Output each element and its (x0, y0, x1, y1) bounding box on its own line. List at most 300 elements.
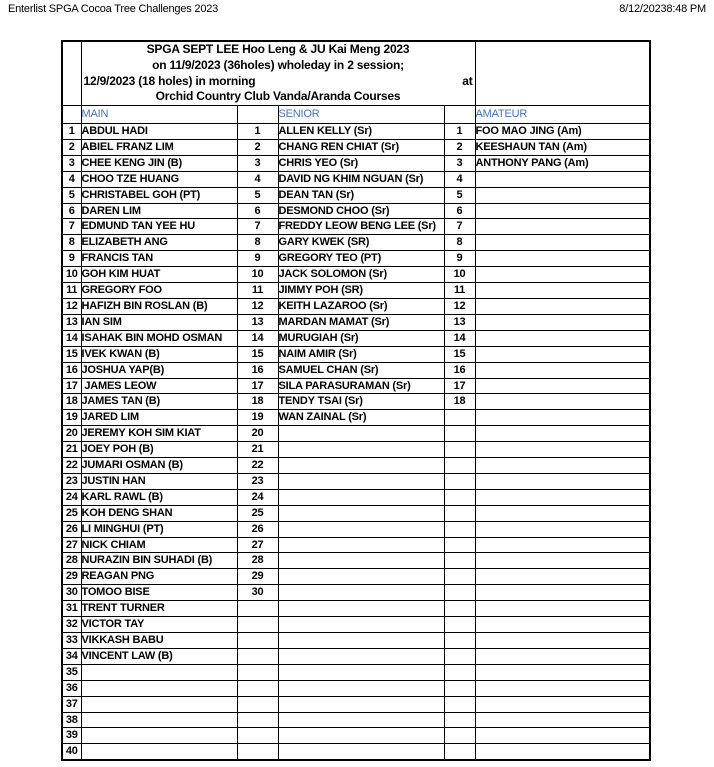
amateur-number-cell: 1 (444, 124, 475, 140)
amateur-number-cell (444, 633, 475, 649)
amateur-player-cell (475, 648, 650, 664)
main-player-cell: IVEK KWAN (B) (81, 346, 237, 362)
row-number-cell: 39 (62, 728, 81, 744)
main-player-cell (81, 680, 237, 696)
row-number-cell: 3 (62, 155, 81, 171)
row-number-cell: 32 (62, 617, 81, 633)
senior-number-cell: 20 (237, 426, 278, 442)
amateur-number-cell (444, 521, 475, 537)
senior-player-cell: GREGORY TEO (PT) (278, 251, 444, 267)
table-row (62, 696, 650, 712)
senior-player-cell: TENDY TSAI (Sr) (278, 394, 444, 410)
table-row (62, 330, 650, 346)
senior-number-cell: 10 (237, 267, 278, 283)
amateur-number-cell (444, 553, 475, 569)
senior-number-cell: 24 (237, 489, 278, 505)
amateur-number-cell: 7 (444, 219, 475, 235)
main-player-cell (81, 728, 237, 744)
amateur-player-cell (475, 298, 650, 314)
main-player-cell: JAMES TAN (B) (81, 394, 237, 410)
table-row (62, 378, 650, 394)
table-row (62, 648, 650, 664)
row-number-cell: 18 (62, 394, 81, 410)
senior-player-cell (278, 505, 444, 521)
report-title: Enterlist SPGA Cocoa Tree Challenges 2023 (8, 3, 219, 15)
amateur-number-cell (444, 744, 475, 760)
header-senior-no-cell (237, 106, 278, 124)
amateur-player-cell (475, 410, 650, 426)
table-row (62, 203, 650, 219)
row-number-cell: 2 (62, 139, 81, 155)
row-number-cell: 26 (62, 521, 81, 537)
row-number-cell: 13 (62, 314, 81, 330)
senior-player-cell: MARDAN MAMAT (Sr) (278, 314, 444, 330)
senior-number-cell: 23 (237, 473, 278, 489)
row-number-cell: 22 (62, 458, 81, 474)
row-number-cell: 17 (62, 378, 81, 394)
main-player-cell: REAGAN PNG (81, 569, 237, 585)
row-number-cell: 28 (62, 553, 81, 569)
amateur-player-cell (475, 601, 650, 617)
amateur-player-cell (475, 267, 650, 283)
main-player-cell: KARL RAWL (B) (81, 489, 237, 505)
event-title-line2: on 11/9/2023 (36holes) wholeday in 2 session; (152, 57, 404, 72)
main-player-cell: CHEE KENG JIN (B) (81, 155, 237, 171)
senior-number-cell: 28 (237, 553, 278, 569)
main-player-cell: ABIEL FRANZ LIM (81, 139, 237, 155)
main-player-cell: VINCENT LAW (B) (81, 648, 237, 664)
main-player-cell: NICK CHIAM (81, 537, 237, 553)
main-player-cell: JOEY POH (B) (81, 442, 237, 458)
amateur-player-cell (475, 330, 650, 346)
table-row (62, 235, 650, 251)
senior-player-cell (278, 601, 444, 617)
senior-number-cell: 29 (237, 569, 278, 585)
senior-number-cell: 30 (237, 585, 278, 601)
amateur-number-cell: 11 (444, 283, 475, 299)
main-player-cell: VIKKASH BABU (81, 633, 237, 649)
row-number-cell: 19 (62, 410, 81, 426)
senior-number-cell: 21 (237, 442, 278, 458)
amateur-number-cell (444, 426, 475, 442)
senior-player-cell (278, 537, 444, 553)
amateur-player-cell (475, 696, 650, 712)
event-title-cell (81, 41, 475, 106)
amateur-player-cell: KEESHAUN TAN (Am) (475, 139, 650, 155)
amateur-number-cell: 8 (444, 235, 475, 251)
senior-player-cell: GARY KWEK (SR) (278, 235, 444, 251)
row-number-cell: 7 (62, 219, 81, 235)
table-row (62, 426, 650, 442)
amateur-number-cell: 2 (444, 139, 475, 155)
senior-player-cell (278, 569, 444, 585)
senior-number-cell (237, 680, 278, 696)
table-row (62, 473, 650, 489)
table-row (62, 155, 650, 171)
header-senior: SENIOR (278, 106, 444, 124)
senior-number-cell: 26 (237, 521, 278, 537)
senior-player-cell (278, 680, 444, 696)
row-number-cell: 25 (62, 505, 81, 521)
amateur-number-cell (444, 410, 475, 426)
amateur-number-cell: 13 (444, 314, 475, 330)
senior-player-cell: ALLEN KELLY (Sr) (278, 124, 444, 140)
main-player-cell: IAN SIM (81, 314, 237, 330)
senior-player-cell: KEITH LAZAROO (Sr) (278, 298, 444, 314)
print-datetime: 8/12/20238:48 PM (619, 3, 706, 15)
senior-player-cell (278, 426, 444, 442)
event-title-line4: Orchid Country Club Vanda/Aranda Courses (155, 89, 401, 104)
amateur-number-cell: 17 (444, 378, 475, 394)
row-number-cell: 21 (62, 442, 81, 458)
table-row (62, 744, 650, 760)
table-row (62, 664, 650, 680)
main-player-cell: GREGORY FOO (81, 283, 237, 299)
table-row (62, 187, 650, 203)
senior-number-cell: 19 (237, 410, 278, 426)
senior-number-cell: 14 (237, 330, 278, 346)
table-row (62, 298, 650, 314)
table-row (62, 680, 650, 696)
row-number-cell: 31 (62, 601, 81, 617)
amateur-player-cell (475, 362, 650, 378)
senior-number-cell (237, 712, 278, 728)
row-number-cell: 1 (62, 124, 81, 140)
amateur-number-cell (444, 664, 475, 680)
main-player-cell: EDMUND TAN YEE HU (81, 219, 237, 235)
main-player-cell: KOH DENG SHAN (81, 505, 237, 521)
main-player-cell (81, 744, 237, 760)
amateur-player-cell (475, 235, 650, 251)
amateur-player-cell (475, 187, 650, 203)
table-row (62, 139, 650, 155)
amateur-number-cell (444, 458, 475, 474)
entry-rows (62, 124, 650, 761)
table-row (62, 728, 650, 744)
amateur-player-cell (475, 712, 650, 728)
amateur-number-cell: 10 (444, 267, 475, 283)
amateur-player-cell (475, 442, 650, 458)
senior-player-cell (278, 633, 444, 649)
main-player-cell: JOSHUA YAP(B) (81, 362, 237, 378)
table-row (62, 505, 650, 521)
amateur-player-cell (475, 426, 650, 442)
senior-player-cell: DESMOND CHOO (Sr) (278, 203, 444, 219)
amateur-number-cell (444, 505, 475, 521)
row-number-cell: 4 (62, 171, 81, 187)
main-player-cell: DAREN LIM (81, 203, 237, 219)
amateur-number-cell (444, 728, 475, 744)
main-player-cell: LI MINGHUI (PT) (81, 521, 237, 537)
row-number-cell: 37 (62, 696, 81, 712)
senior-player-cell: CHANG REN CHIAT (Sr) (278, 139, 444, 155)
senior-player-cell: CHRIS YEO (Sr) (278, 155, 444, 171)
senior-number-cell: 5 (237, 187, 278, 203)
senior-number-cell: 4 (237, 171, 278, 187)
senior-number-cell (237, 617, 278, 633)
amateur-player-cell (475, 458, 650, 474)
senior-number-cell: 8 (237, 235, 278, 251)
senior-number-cell: 15 (237, 346, 278, 362)
table-row (62, 362, 650, 378)
amateur-player-cell (475, 617, 650, 633)
table-row (62, 442, 650, 458)
amateur-number-cell: 6 (444, 203, 475, 219)
senior-number-cell (237, 728, 278, 744)
amateur-player-cell (475, 346, 650, 362)
table-row (62, 251, 650, 267)
senior-number-cell: 2 (237, 139, 278, 155)
senior-number-cell: 6 (237, 203, 278, 219)
senior-player-cell (278, 585, 444, 601)
amateur-player-cell (475, 473, 650, 489)
table-row (62, 458, 650, 474)
senior-player-cell (278, 744, 444, 760)
senior-player-cell (278, 442, 444, 458)
amateur-number-cell (444, 442, 475, 458)
senior-number-cell (237, 696, 278, 712)
main-player-cell (81, 664, 237, 680)
table-row (62, 219, 650, 235)
table-row (62, 267, 650, 283)
senior-player-cell: DEAN TAN (Sr) (278, 187, 444, 203)
event-title-line3 (82, 74, 475, 90)
amateur-number-cell (444, 585, 475, 601)
table-row (62, 569, 650, 585)
amateur-player-cell (475, 585, 650, 601)
amateur-player-cell (475, 728, 650, 744)
main-player-cell: NURAZIN BIN SUHADI (B) (81, 553, 237, 569)
table-row (62, 601, 650, 617)
row-number-cell: 15 (62, 346, 81, 362)
amateur-player-cell (475, 553, 650, 569)
main-player-cell: CHOO TZE HUANG (81, 171, 237, 187)
amateur-player-cell: ANTHONY PANG (Am) (475, 155, 650, 171)
table-row (62, 617, 650, 633)
main-player-cell (81, 712, 237, 728)
amateur-player-cell (475, 314, 650, 330)
amateur-player-cell (475, 489, 650, 505)
row-number-cell: 8 (62, 235, 81, 251)
main-player-cell: TRENT TURNER (81, 601, 237, 617)
row-number-cell: 34 (62, 648, 81, 664)
main-player-cell: ABDUL HADI (81, 124, 237, 140)
senior-number-cell: 9 (237, 251, 278, 267)
senior-player-cell (278, 648, 444, 664)
senior-number-cell (237, 601, 278, 617)
row-number-cell: 16 (62, 362, 81, 378)
senior-number-cell (237, 744, 278, 760)
row-number-cell: 14 (62, 330, 81, 346)
amateur-number-cell: 5 (444, 187, 475, 203)
main-player-cell: JUSTIN HAN (81, 473, 237, 489)
senior-player-cell: MURUGIAH (Sr) (278, 330, 444, 346)
senior-player-cell: SAMUEL CHAN (Sr) (278, 362, 444, 378)
senior-player-cell (278, 712, 444, 728)
main-player-cell: VICTOR TAY (81, 617, 237, 633)
print-header (8, 3, 706, 15)
senior-number-cell: 12 (237, 298, 278, 314)
row-number-cell: 24 (62, 489, 81, 505)
amateur-player-cell (475, 633, 650, 649)
amateur-player-cell: FOO MAO JING (Am) (475, 124, 650, 140)
amateur-number-cell (444, 648, 475, 664)
table-row (62, 346, 650, 362)
main-player-cell: TOMOO BISE (81, 585, 237, 601)
amateur-player-cell (475, 203, 650, 219)
table-row (62, 124, 650, 140)
amateur-number-cell (444, 712, 475, 728)
amateur-player-cell (475, 378, 650, 394)
senior-player-cell: JIMMY POH (SR) (278, 283, 444, 299)
title-right-empty-cell (475, 41, 650, 106)
senior-player-cell (278, 553, 444, 569)
senior-player-cell (278, 617, 444, 633)
table-row (62, 283, 650, 299)
amateur-number-cell (444, 680, 475, 696)
table-row (62, 537, 650, 553)
senior-player-cell: NAIM AMIR (Sr) (278, 346, 444, 362)
main-player-cell: ISAHAK BIN MOHD OSMAN (81, 330, 237, 346)
amateur-number-cell: 12 (444, 298, 475, 314)
amateur-player-cell (475, 505, 650, 521)
senior-player-cell: SILA PARASURAMAN (Sr) (278, 378, 444, 394)
amateur-number-cell: 16 (444, 362, 475, 378)
header-no-cell (62, 106, 81, 124)
header-amateur-no-cell (444, 106, 475, 124)
amateur-number-cell: 15 (444, 346, 475, 362)
table-row (62, 521, 650, 537)
row-number-cell: 10 (62, 267, 81, 283)
senior-number-cell: 17 (237, 378, 278, 394)
table-row (62, 314, 650, 330)
amateur-number-cell (444, 489, 475, 505)
senior-number-cell: 7 (237, 219, 278, 235)
table-row (62, 489, 650, 505)
amateur-player-cell (475, 744, 650, 760)
amateur-player-cell (475, 219, 650, 235)
amateur-player-cell (475, 537, 650, 553)
amateur-number-cell (444, 473, 475, 489)
senior-number-cell: 3 (237, 155, 278, 171)
senior-number-cell (237, 633, 278, 649)
senior-player-cell: FREDDY LEOW BENG LEE (Sr) (278, 219, 444, 235)
row-number-cell: 11 (62, 283, 81, 299)
main-player-cell: FRANCIS TAN (81, 251, 237, 267)
senior-number-cell: 22 (237, 458, 278, 474)
amateur-number-cell: 9 (444, 251, 475, 267)
senior-number-cell: 16 (237, 362, 278, 378)
amateur-player-cell (475, 171, 650, 187)
amateur-player-cell (475, 251, 650, 267)
senior-player-cell (278, 521, 444, 537)
table-row (62, 410, 650, 426)
table-row (62, 633, 650, 649)
row-number-cell: 6 (62, 203, 81, 219)
amateur-number-cell (444, 569, 475, 585)
row-number-cell: 9 (62, 251, 81, 267)
main-player-cell: HAFIZH BIN ROSLAN (B) (81, 298, 237, 314)
table-row (62, 394, 650, 410)
main-player-cell: CHRISTABEL GOH (PT) (81, 187, 237, 203)
amateur-player-cell (475, 680, 650, 696)
row-number-cell: 35 (62, 664, 81, 680)
senior-number-cell: 25 (237, 505, 278, 521)
event-title-line3-at: at (462, 73, 473, 88)
row-number-cell: 27 (62, 537, 81, 553)
amateur-player-cell (475, 283, 650, 299)
amateur-number-cell (444, 601, 475, 617)
senior-player-cell (278, 728, 444, 744)
event-title-line1: SPGA SEPT LEE Hoo Leng & JU Kai Meng 2023 (146, 42, 410, 56)
amateur-number-cell: 14 (444, 330, 475, 346)
amateur-player-cell (475, 521, 650, 537)
main-player-cell (81, 696, 237, 712)
senior-player-cell (278, 664, 444, 680)
senior-player-cell (278, 473, 444, 489)
senior-player-cell: WAN ZAINAL (Sr) (278, 410, 444, 426)
header-main: MAIN (81, 106, 237, 124)
row-number-cell: 12 (62, 298, 81, 314)
senior-number-cell: 27 (237, 537, 278, 553)
row-number-cell: 30 (62, 585, 81, 601)
table-row (62, 553, 650, 569)
main-player-cell: JAMES LEOW (81, 378, 237, 394)
event-title-line3-left: 12/9/2023 (18 holes) in morning (83, 73, 256, 88)
row-number-cell: 40 (62, 744, 81, 760)
table-row (62, 171, 650, 187)
senior-player-cell: JACK SOLOMON (Sr) (278, 267, 444, 283)
senior-number-cell (237, 648, 278, 664)
senior-number-cell: 13 (237, 314, 278, 330)
amateur-number-cell: 4 (444, 171, 475, 187)
column-header-row (62, 106, 650, 124)
amateur-player-cell (475, 394, 650, 410)
row-number-cell: 5 (62, 187, 81, 203)
amateur-number-cell (444, 537, 475, 553)
main-player-cell: JEREMY KOH SIM KIAT (81, 426, 237, 442)
senior-number-cell: 1 (237, 124, 278, 140)
amateur-player-cell (475, 664, 650, 680)
amateur-number-cell: 3 (444, 155, 475, 171)
senior-player-cell (278, 458, 444, 474)
table-row (62, 585, 650, 601)
row-number-cell: 36 (62, 680, 81, 696)
senior-player-cell (278, 696, 444, 712)
amateur-player-cell (475, 569, 650, 585)
table-row (62, 712, 650, 728)
amateur-number-cell (444, 617, 475, 633)
row-number-cell: 29 (62, 569, 81, 585)
header-amateur: AMATEUR (475, 106, 650, 124)
row-number-cell: 20 (62, 426, 81, 442)
senior-number-cell: 18 (237, 394, 278, 410)
senior-player-cell: DAVID NG KHIM NGUAN (Sr) (278, 171, 444, 187)
senior-number-cell: 11 (237, 283, 278, 299)
main-player-cell: ELIZABETH ANG (81, 235, 237, 251)
senior-number-cell (237, 664, 278, 680)
main-player-cell: JARED LIM (81, 410, 237, 426)
entrylist-table (61, 40, 651, 761)
main-player-cell: JUMARI OSMAN (B) (81, 458, 237, 474)
main-player-cell: GOH KIM HUAT (81, 267, 237, 283)
title-left-empty-cell (62, 41, 81, 106)
row-number-cell: 33 (62, 633, 81, 649)
amateur-number-cell (444, 696, 475, 712)
senior-player-cell (278, 489, 444, 505)
row-number-cell: 23 (62, 473, 81, 489)
row-number-cell: 38 (62, 712, 81, 728)
